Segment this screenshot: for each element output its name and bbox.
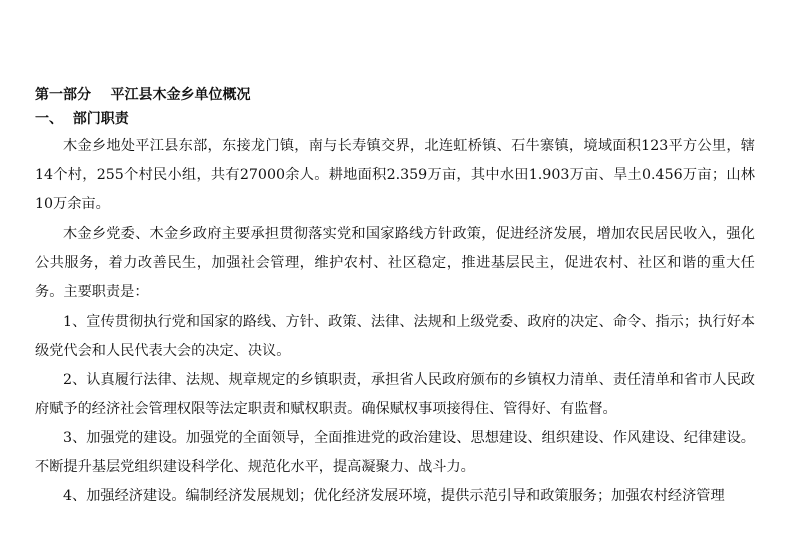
paragraph-duty-4: 4、加强经济建设。编制经济发展规划；优化经济发展环境，提供示范引导和政策服务；加强农村经济管理 — [63, 488, 725, 504]
section-title: 一、 部门职责 — [35, 111, 129, 127]
paragraph-duty-2: 2、认真履行法律、法规、规章规定的乡镇职责，承担省人民政府颁布的乡镇权力清单、责任清单和省市人民政府赋予的经济社会管理权限等法定职责和赋权职责。确保赋权事项接得住、管得好、有监督。 — [35, 372, 755, 417]
paragraph-duties-intro: 木金乡党委、木金乡政府主要承担贯彻落实党和国家路线方针政策，促进经济发展，增加农民居民收入，强化公共服务，着力改善民生，加强社会管理，维护农村、社区稳定，推进基层民主，促进农村、社区和谐的重大任务。主要职责是： — [35, 226, 755, 300]
paragraph-overview: 木金乡地处平江县东部，东接龙门镇，南与长寿镇交界，北连虹桥镇、石牛寨镇，境域面积123平方公里，辖14个村，255个村民小组，共有27000余人。耕地面积2.359万亩，其中水田1.903万亩、旱土0.456万亩；山林10万余亩。 — [35, 138, 755, 212]
part-title: 第一部分 平江县木金乡单位概况 — [35, 87, 251, 103]
paragraph-duty-3: 3、加强党的建设。加强党的全面领导，全面推进党的政治建设、思想建设、组织建设、作风建设、纪律建设。不断提升基层党组织建设科学化、规范化水平，提高凝聚力、战斗力。 — [35, 430, 755, 475]
paragraph-duty-1: 1、宣传贯彻执行党和国家的路线、方针、政策、法律、法规和上级党委、政府的决定、命令、指示；执行好本级党代会和人民代表大会的决定、决议。 — [35, 314, 755, 359]
